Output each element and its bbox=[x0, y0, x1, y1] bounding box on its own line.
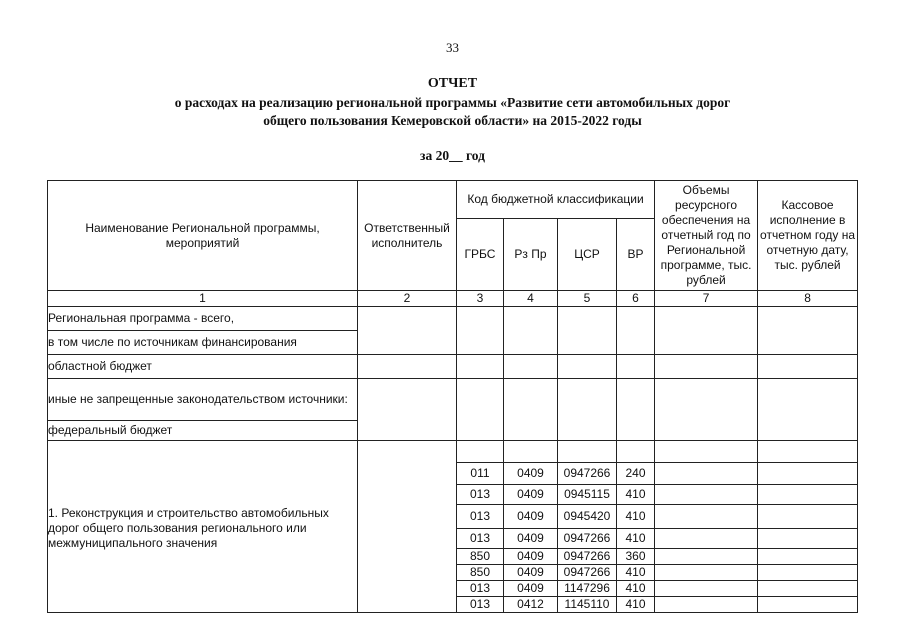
header-cash: Кассовое исполнение в отчетном году на отчетную дату, тыс. рублей bbox=[758, 181, 858, 291]
report-period: за 20__ год bbox=[420, 148, 485, 163]
column-number: 4 bbox=[504, 291, 558, 307]
row-program-total: Региональная программа - всего, bbox=[48, 307, 358, 331]
code-rzpr: 0409 bbox=[504, 581, 558, 597]
code-grbs: 013 bbox=[457, 597, 504, 613]
code-vr: 360 bbox=[617, 549, 655, 565]
code-vr: 410 bbox=[617, 597, 655, 613]
header-csr: ЦСР bbox=[558, 219, 617, 291]
header-row-1 bbox=[48, 181, 858, 219]
row-regional-budget: областной бюджет bbox=[48, 355, 358, 379]
code-vr: 410 bbox=[617, 485, 655, 505]
table-row bbox=[48, 307, 858, 331]
report-subtitle-line2: общего пользования Кемеровской области» на 2015-2022 годы bbox=[263, 113, 642, 128]
code-grbs: 013 bbox=[457, 581, 504, 597]
code-rzpr: 0409 bbox=[504, 529, 558, 549]
code-grbs: 013 bbox=[457, 529, 504, 549]
column-number: 6 bbox=[617, 291, 655, 307]
table-row bbox=[48, 355, 858, 379]
header-grbs: ГРБС bbox=[457, 219, 504, 291]
header-name: Наименование Региональной программы, мероприятий bbox=[48, 181, 358, 291]
header-vr: ВР bbox=[617, 219, 655, 291]
code-rzpr: 0409 bbox=[504, 565, 558, 581]
report-subtitle-line1: о расходах на реализацию региональной программы «Развитие сети автомобильных дорог bbox=[174, 95, 731, 110]
header-budget-code: Код бюджетной классификации bbox=[457, 181, 655, 219]
row-item1: 1. Реконструкция и строительство автомобильных дорог общего пользования регионального или межмуниципального значения bbox=[48, 441, 358, 613]
code-rzpr: 0409 bbox=[504, 549, 558, 565]
code-vr: 410 bbox=[617, 529, 655, 549]
code-grbs: 013 bbox=[457, 485, 504, 505]
report-title: ОТЧЕТ bbox=[427, 76, 478, 91]
page-number: 33 bbox=[446, 40, 459, 55]
code-csr: 0945420 bbox=[558, 505, 617, 529]
code-csr: 1145110 bbox=[558, 597, 617, 613]
code-rzpr: 0409 bbox=[504, 485, 558, 505]
column-number: 7 bbox=[655, 291, 758, 307]
column-number: 3 bbox=[457, 291, 504, 307]
code-csr: 0945115 bbox=[558, 485, 617, 505]
code-grbs: 850 bbox=[457, 565, 504, 581]
code-vr: 410 bbox=[617, 581, 655, 597]
code-csr: 0947266 bbox=[558, 549, 617, 565]
column-numbers-row bbox=[48, 291, 858, 307]
column-number: 1 bbox=[48, 291, 358, 307]
row-federal-budget: федеральный бюджет bbox=[48, 421, 358, 441]
column-number: 2 bbox=[358, 291, 457, 307]
report-table bbox=[47, 180, 858, 613]
code-csr: 0947266 bbox=[558, 565, 617, 581]
code-csr: 0947266 bbox=[558, 529, 617, 549]
column-number: 8 bbox=[758, 291, 858, 307]
code-vr: 410 bbox=[617, 505, 655, 529]
column-number: 5 bbox=[558, 291, 617, 307]
header-volume: Объемы ресурсного обеспечения на отчетный год по Региональной программе, тыс. рублей bbox=[655, 181, 758, 291]
table-row bbox=[48, 379, 858, 421]
code-rzpr: 0409 bbox=[504, 505, 558, 529]
code-csr: 0947266 bbox=[558, 463, 617, 485]
code-vr: 410 bbox=[617, 565, 655, 581]
code-csr: 1147296 bbox=[558, 581, 617, 597]
code-vr: 240 bbox=[617, 463, 655, 485]
table-row bbox=[48, 441, 858, 463]
row-other-sources: иные не запрещенные законодательством источники: bbox=[48, 379, 358, 421]
row-sources: в том числе по источникам финансирования bbox=[48, 331, 358, 355]
code-grbs: 011 bbox=[457, 463, 504, 485]
code-rzpr: 0412 bbox=[504, 597, 558, 613]
header-rzpr: Рз Пр bbox=[504, 219, 558, 291]
code-grbs: 013 bbox=[457, 505, 504, 529]
code-rzpr: 0409 bbox=[504, 463, 558, 485]
code-grbs: 850 bbox=[457, 549, 504, 565]
header-executor: Ответственный исполнитель bbox=[358, 181, 457, 291]
